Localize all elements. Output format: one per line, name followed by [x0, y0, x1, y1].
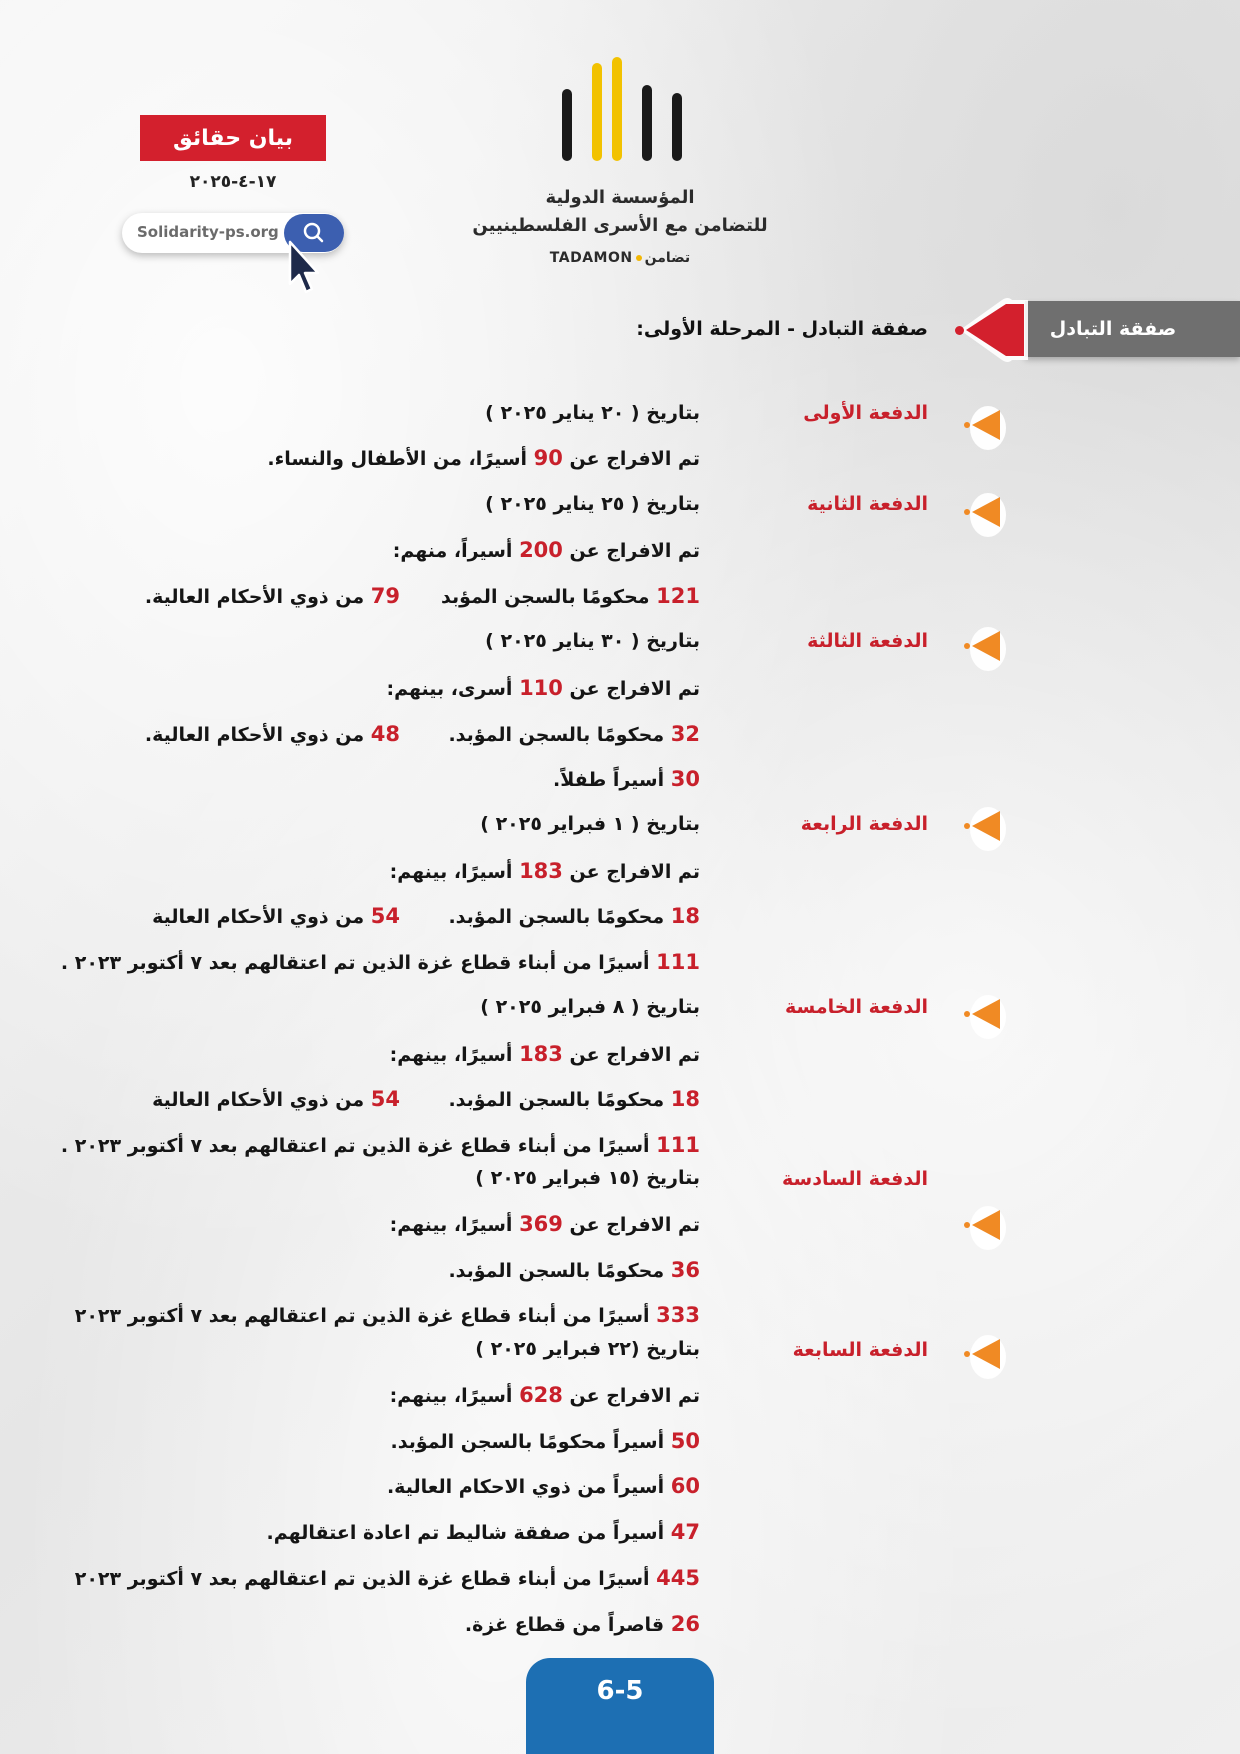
batch-arrow-icon: [960, 1196, 1012, 1254]
detail-count: 32: [670, 722, 700, 746]
release-line: [390, 859, 700, 883]
release-line: [390, 1042, 700, 1066]
detail-text: أسيراً طفلاً.: [553, 769, 665, 791]
detail-count: 18: [670, 1087, 700, 1111]
release-count: 200: [519, 538, 563, 562]
detail-line: [152, 1087, 400, 1111]
release-line: [267, 446, 700, 470]
batch-date: بتاريخ ( ١ فبراير ٢٠٢٥ ): [480, 813, 700, 835]
detail-count: 79: [370, 584, 400, 608]
detail-text: أسيراً من ذوي الاحكام العالية.: [386, 1476, 665, 1498]
detail-text: أسيرًا من أبناء قطاع غزة الذين تم اعتقالهم بعد ٧ أكتوبر ٢٠٢٣: [74, 1568, 650, 1590]
fact-sheet-badge: بيان حقائق: [140, 115, 326, 161]
batch-date: بتاريخ ( ٣٠ يناير ٢٠٢٥ ): [485, 630, 700, 652]
batch-title: الدفعة الثالثة: [807, 630, 928, 652]
detail-text: من ذوي الأحكام العالية.: [144, 586, 365, 608]
batch-arrow-icon: [960, 797, 1012, 855]
batch-arrow-icon: [960, 617, 1012, 675]
detail-text: أسيرًا من أبناء قطاع غزة الذين تم اعتقالهم بعد ٧ أكتوبر ٢٠٢٣: [74, 1305, 650, 1327]
release-count: 183: [519, 1042, 563, 1066]
detail-line: [61, 950, 700, 974]
batch-title: الدفعة الخامسة: [784, 996, 928, 1018]
detail-count: 26: [670, 1612, 700, 1636]
detail-text: أسيرًا من أبناء قطاع غزة الذين تم اعتقالهم بعد ٧ أكتوبر ٢٠٢٣ .: [60, 952, 650, 974]
detail-count: 54: [370, 904, 400, 928]
release-line: [390, 1383, 700, 1407]
detail-line: [448, 1087, 700, 1111]
publication-date: ١٧-٤-٢٠٢٥: [189, 172, 277, 192]
release-count: 628: [519, 1383, 563, 1407]
release-prefix: تم الافراج عن: [569, 861, 700, 883]
section-tab-label: صفقة التبادل: [1049, 318, 1177, 340]
release-line: [390, 1212, 700, 1236]
detail-line: [387, 1474, 700, 1498]
detail-line: [441, 584, 700, 608]
detail-count: 50: [670, 1429, 700, 1453]
detail-count: 111: [656, 1133, 700, 1157]
release-suffix: أسيرًا، من الأطفال والنساء.: [267, 448, 528, 470]
mouse-cursor-icon: [284, 240, 324, 300]
detail-text: أسيرًا من أبناء قطاع غزة الذين تم اعتقالهم بعد ٧ أكتوبر ٢٠٢٣ .: [60, 1135, 650, 1157]
org-name-line2: للتضامن مع الأسرى الفلسطينيين: [472, 215, 768, 236]
batch-arrow-icon: [960, 483, 1012, 541]
batch-arrow-icon: [960, 1325, 1012, 1383]
release-suffix: أسيرًا، بينهم:: [389, 1385, 513, 1407]
detail-line: [391, 1429, 700, 1453]
batch-title: الدفعة الرابعة: [800, 813, 928, 835]
detail-line: [267, 1520, 700, 1544]
release-line: [386, 676, 700, 700]
detail-text: محكومًا بالسجن المؤبد.: [448, 1089, 665, 1111]
detail-count: 48: [370, 722, 400, 746]
release-count: 110: [519, 676, 563, 700]
detail-text: أسيراً محكومًا بالسجن المؤبد.: [390, 1431, 665, 1453]
batch-date: بتاريخ ( ٢٠ يناير ٢٠٢٥ ): [485, 402, 700, 424]
release-prefix: تم الافراج عن: [569, 1214, 700, 1236]
batch-title: الدفعة السادسة: [782, 1168, 928, 1190]
release-prefix: تم الافراج عن: [569, 540, 700, 562]
logo-dot-icon: [636, 255, 642, 261]
detail-line: [553, 767, 700, 791]
detail-count: 445: [656, 1566, 700, 1590]
detail-count: 60: [670, 1474, 700, 1498]
detail-line: [448, 1258, 700, 1282]
detail-line: [75, 1303, 700, 1327]
batch-arrow-icon: [960, 985, 1012, 1043]
org-name-line1: المؤسسة الدولية: [545, 187, 695, 208]
release-prefix: تم الافراج عن: [569, 1044, 700, 1066]
detail-line: [61, 1133, 700, 1157]
detail-text: من ذوي الأحكام العالية.: [144, 724, 365, 746]
org-arabic-short: تضامن: [644, 250, 691, 266]
detail-line: [75, 1566, 700, 1590]
detail-line: [448, 722, 700, 746]
detail-count: 36: [670, 1258, 700, 1282]
release-prefix: تم الافراج عن: [569, 448, 700, 470]
detail-count: 333: [656, 1303, 700, 1327]
detail-line: [152, 904, 400, 928]
release-count: 183: [519, 859, 563, 883]
detail-line: [448, 904, 700, 928]
detail-count: 111: [656, 950, 700, 974]
detail-line: [145, 584, 400, 608]
detail-count: 18: [670, 904, 700, 928]
release-suffix: أسرى، بينهم:: [386, 678, 513, 700]
release-count: 369: [519, 1212, 563, 1236]
detail-line: [145, 722, 400, 746]
detail-count: 30: [670, 767, 700, 791]
detail-text: أسيراً من صفقة شاليط تم اعادة اعتقالهم.: [266, 1522, 665, 1544]
logo-bars-icon: [550, 55, 700, 165]
release-prefix: تم الافراج عن: [569, 1385, 700, 1407]
release-suffix: أسيرًا، بينهم:: [389, 1214, 513, 1236]
detail-text: محكومًا بالسجن المؤبد.: [448, 906, 665, 928]
release-suffix: أسيرًا، بينهم:: [389, 861, 513, 883]
detail-text: من ذوي الأحكام العالية: [152, 1089, 365, 1111]
detail-line: [465, 1612, 700, 1636]
release-suffix: أسيراً، منهم:: [392, 540, 513, 562]
batch-arrow-icon: [960, 396, 1012, 454]
batch-date: بتاريخ (١٥ فبراير ٢٠٢٥ ): [475, 1167, 700, 1189]
detail-count: 54: [370, 1087, 400, 1111]
organization-logo: [470, 55, 770, 275]
page-number: 6-5: [596, 1676, 644, 1706]
batch-date: بتاريخ ( ٢٥ يناير ٢٠٢٥ ): [485, 493, 700, 515]
batch-date: بتاريخ (٢٢ فبراير ٢٠٢٥ ): [475, 1338, 700, 1360]
batch-title: الدفعة السابعة: [792, 1339, 928, 1361]
org-short-name: [470, 250, 770, 266]
batch-title: الدفعة الأولى: [803, 402, 928, 424]
detail-text: محكومًا بالسجن المؤبد.: [448, 1260, 665, 1282]
page-number-tab: [526, 1658, 714, 1754]
org-latin-name: TADAMON: [549, 250, 633, 266]
detail-count: 47: [670, 1520, 700, 1544]
detail-text: قاصراً من قطاع غزة.: [464, 1614, 665, 1636]
detail-text: من ذوي الأحكام العالية: [152, 906, 365, 928]
website-url[interactable]: Solidarity-ps.org: [137, 223, 279, 241]
release-prefix: تم الافراج عن: [569, 678, 700, 700]
batch-date: بتاريخ ( ٨ فبراير ٢٠٢٥ ): [480, 996, 700, 1018]
detail-count: 121: [656, 584, 700, 608]
detail-text: محكومًا بالسجن المؤبد: [441, 586, 650, 608]
section-heading: صفقة التبادل - المرحلة الأولى:: [636, 318, 928, 340]
release-suffix: أسيرًا، بينهم:: [389, 1044, 513, 1066]
release-count: 90: [533, 446, 563, 470]
section-bullet: [955, 326, 964, 335]
release-line: [393, 538, 700, 562]
batch-title: الدفعة الثانية: [807, 493, 928, 515]
detail-text: محكومًا بالسجن المؤبد.: [448, 724, 665, 746]
